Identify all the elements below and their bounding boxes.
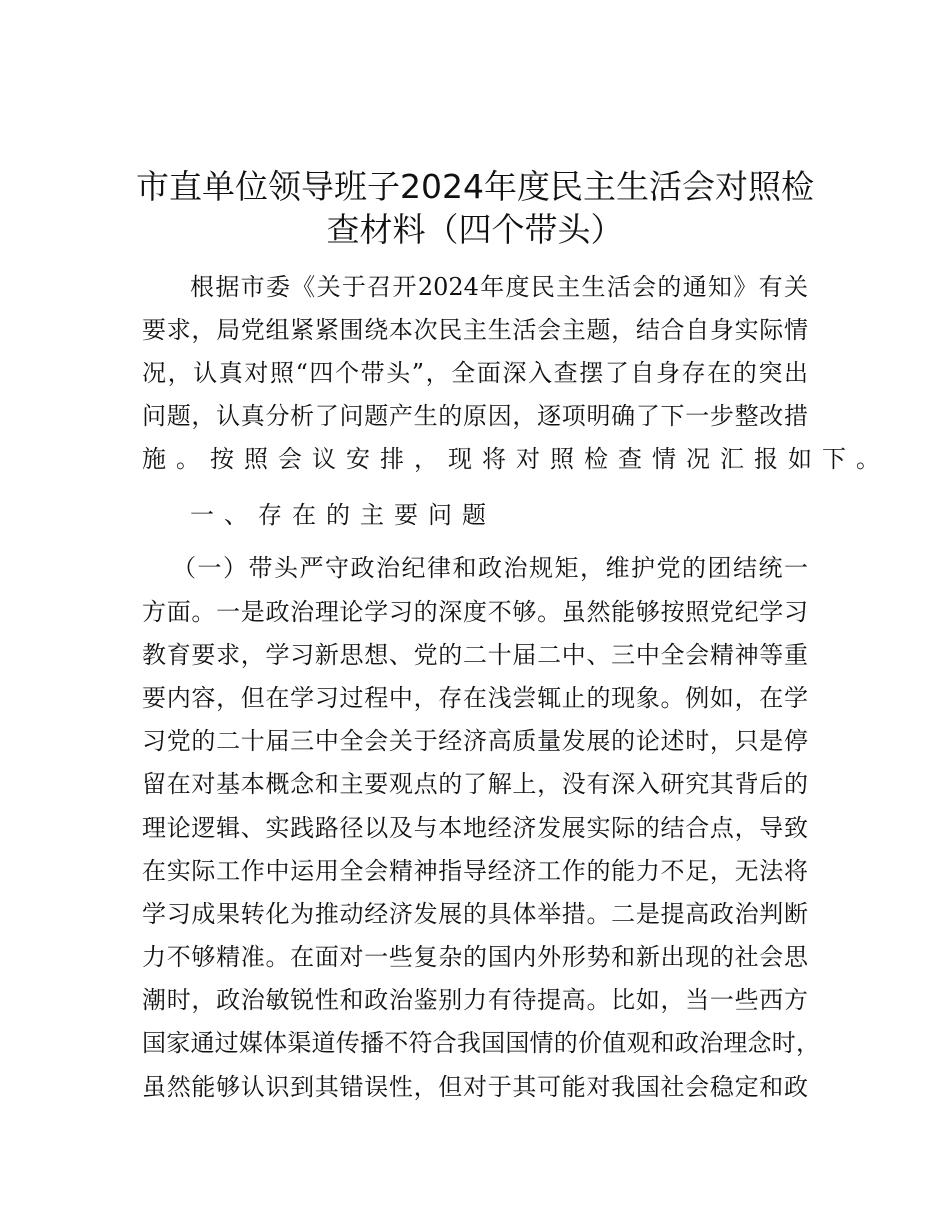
section-line: 国家通过媒体渠道传播不符合我国国情的价值观和政治理念时， [142, 1029, 820, 1057]
section-line: 要内容，但在学习过程中，存在浅尝辄止的现象。例如，在学 [142, 684, 808, 712]
intro-line: 根据市委《关于召开2024年度民主生活会的通知》有关 [190, 273, 808, 301]
section-line: 留在对基本概念和主要观点的了解上，没有深入研究其背后的 [142, 770, 808, 798]
section-line: 学习成果转化为推动经济发展的具体举措。二是提高政治判断 [142, 900, 808, 928]
intro-line: 施。按照会议安排，现将对照检查情况汇报如下。 [142, 445, 890, 473]
section-line: 力不够精准。在面对一些复杂的国内外形势和新出现的社会思 [142, 943, 808, 971]
section-line: 在实际工作中运用全会精神指导经济工作的能力不足，无法将 [142, 857, 808, 885]
document-title-line-1: 市直单位领导班子2024年度民主生活会对照检 [136, 167, 814, 206]
section-line: 教育要求，学习新思想、党的二十届二中、三中全会精神等重 [142, 641, 808, 669]
section-line: 潮时，政治敏锐性和政治鉴别力有待提高。比如，当一些西方 [142, 986, 808, 1014]
section-line: 方面。一是政治理论学习的深度不够。虽然能够按照党纪学习 [142, 598, 808, 626]
intro-line: 问题，认真分析了问题产生的原因，逐项明确了下一步整改措 [142, 402, 808, 430]
document-title-line-2: 查材料（四个带头） [326, 210, 624, 249]
intro-line: 况，认真对照“四个带头”，全面深入查摆了自身存在的突出 [142, 359, 808, 387]
section-line: 虽然能够认识到其错误性，但对于其可能对我国社会稳定和政 [142, 1073, 808, 1101]
section-line: 理论逻辑、实践路径以及与本地经济发展实际的结合点，导致 [142, 814, 808, 842]
section-line: 习党的二十届三中全会关于经济高质量发展的论述时，只是停 [142, 727, 808, 755]
intro-line: 要求，局党组紧紧围绕本次民主生活会主题，结合自身实际情 [142, 316, 808, 344]
section-heading: 一、存在的主要问题 [190, 501, 496, 529]
section-line: （一）带头严守政治纪律和政治规矩，维护党的团结统一 [172, 554, 808, 582]
